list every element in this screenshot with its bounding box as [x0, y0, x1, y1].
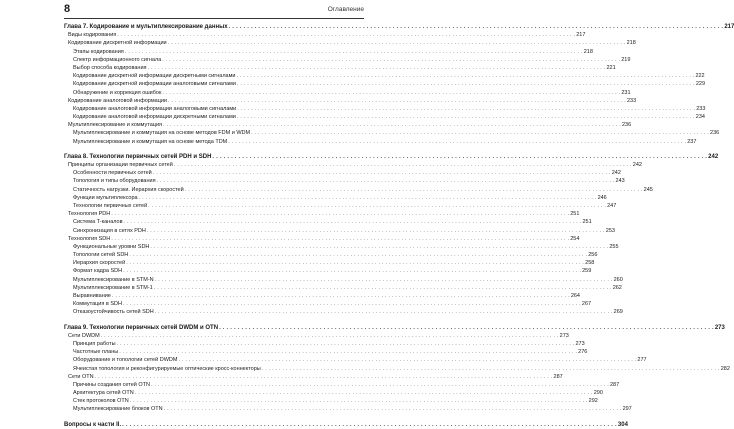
toc-entry-title: Функции мультиплексора — [73, 194, 138, 201]
toc-entry-title: Топология и типы оборудования — [73, 178, 156, 185]
toc-entry-page: 264 — [570, 293, 580, 299]
toc-entry-page: 242 — [632, 162, 642, 168]
toc-dot-leader — [251, 129, 709, 137]
toc-dot-leader — [111, 210, 569, 218]
toc-chapter-entry[interactable] — [64, 421, 628, 429]
toc-entry[interactable] — [64, 373, 563, 381]
toc-dot-leader — [130, 397, 588, 405]
running-title: Оглавление — [327, 6, 364, 13]
toc-entry-page: 222 — [695, 73, 705, 80]
toc-entry-title: Частотные планы — [73, 349, 119, 356]
toc-entry[interactable] — [64, 56, 631, 64]
toc-entry[interactable] — [64, 227, 615, 235]
toc-entry-title: Система T-каналов — [73, 219, 123, 226]
toc-entry-page: 304 — [617, 421, 628, 428]
toc-entry-page: 254 — [570, 235, 580, 242]
toc-entry-page: 253 — [605, 227, 615, 234]
toc-entry-page: 236 — [710, 130, 720, 137]
toc-entry[interactable] — [64, 169, 621, 177]
page-header — [64, 3, 364, 19]
toc-entry[interactable] — [64, 356, 647, 364]
toc-dot-leader — [148, 64, 606, 72]
toc-entry-page: 258 — [585, 260, 595, 267]
toc-entry[interactable] — [64, 389, 603, 397]
toc-entry[interactable] — [64, 284, 622, 292]
toc-entry[interactable] — [64, 267, 592, 275]
toc-entry[interactable] — [64, 177, 625, 185]
toc-dot-leader — [212, 153, 707, 161]
toc-entry-page: 292 — [588, 398, 598, 405]
toc-dot-leader — [168, 97, 626, 105]
toc-dot-leader — [162, 89, 620, 97]
toc-entry-title: Выбор способа кодирования — [73, 64, 147, 71]
toc-dot-leader — [219, 324, 714, 332]
toc-entry-title: Принципы организации первичных сетей — [68, 162, 173, 168]
toc-dot-leader — [163, 121, 621, 129]
toc-dot-leader — [185, 186, 643, 194]
toc-entry[interactable] — [64, 251, 598, 259]
toc-entry-page: 260 — [613, 276, 623, 283]
toc-dot-leader — [129, 251, 587, 259]
toc-entry-title: Мультиплексирование и коммутация на основе методов FDM и WDM — [73, 130, 251, 137]
toc-entry-title: Мультиплексирование и коммутация на основе метода TDM — [73, 138, 228, 145]
toc-entry[interactable] — [64, 332, 569, 340]
toc-entry-page: 273 — [575, 340, 585, 347]
toc-entry-page: 297 — [622, 406, 632, 413]
toc-entry-title: Оборудование и топологии сетей DWDM — [73, 357, 178, 364]
toc-dot-leader — [150, 243, 608, 251]
toc-dot-leader — [237, 80, 695, 88]
toc-entry-title: Стек протоколов OTN — [73, 398, 129, 405]
toc-entry[interactable] — [64, 340, 585, 348]
toc-entry[interactable] — [64, 218, 592, 226]
toc-entry[interactable] — [64, 381, 620, 389]
toc-entry-page: 233 — [626, 97, 637, 104]
toc-entry[interactable] — [64, 121, 632, 129]
toc-entry[interactable] — [64, 48, 593, 56]
toc-entry-page: 231 — [621, 89, 631, 96]
toc-entry[interactable] — [64, 89, 631, 97]
toc-entry[interactable] — [64, 72, 705, 80]
toc-dot-leader — [155, 308, 613, 316]
toc-entry-page: 259 — [582, 268, 592, 275]
toc-entry-page: 287 — [609, 381, 620, 388]
toc-dot-leader — [111, 235, 569, 243]
toc-entry-title: Кодирование аналоговой информации — [68, 97, 167, 104]
toc-entry-page: 273 — [559, 332, 569, 339]
toc-entry[interactable] — [64, 235, 580, 243]
toc-dot-leader — [95, 373, 553, 381]
toc-entry-title: Глава 7. Кодирование и мультиплексирование данных — [64, 24, 228, 30]
toc-entry-title: Функциональные уровни SDH — [73, 243, 150, 250]
toc-entry[interactable] — [64, 308, 623, 316]
toc-entry[interactable] — [64, 113, 705, 121]
toc-entry-page: 218 — [626, 40, 636, 47]
toc-entry-page: 243 — [615, 178, 625, 185]
toc-chapter-entry[interactable] — [64, 324, 725, 332]
toc-entry[interactable] — [64, 186, 653, 194]
toc-entry-title: Сети DWDM — [68, 332, 100, 339]
toc-entry-title: Кодирование аналоговой информации дискретными сигналами — [73, 114, 236, 121]
toc-dot-leader — [237, 113, 695, 121]
toc-entry-page: 218 — [583, 48, 593, 55]
toc-entry-title: Обнаружение и коррекция ошибок — [73, 89, 162, 96]
toc-entry-title: Технология SDH — [68, 235, 111, 242]
toc-entry-title: Кодирование дискретной информации — [68, 40, 167, 47]
toc-dot-leader — [135, 389, 593, 397]
toc-dot-leader — [123, 300, 581, 308]
toc-entry[interactable] — [64, 365, 730, 373]
toc-dot-leader — [122, 421, 617, 429]
toc-entry-page: 276 — [578, 349, 588, 356]
toc-dot-leader — [124, 218, 582, 226]
toc-entry[interactable] — [64, 348, 588, 356]
toc-entry-page: 287 — [553, 373, 563, 380]
toc-entry-page: 242 — [708, 153, 719, 160]
toc-entry[interactable] — [64, 300, 592, 308]
toc-entry[interactable] — [64, 97, 637, 105]
toc-dot-leader — [236, 72, 694, 80]
toc-dot-leader — [125, 48, 583, 56]
toc-entry-page: 251 — [582, 219, 592, 226]
toc-entry-title: Особенности первичных сетей — [73, 170, 152, 177]
toc-entry-title: Сети OTN — [68, 373, 94, 380]
toc-entry-title: Вопросы к части II. — [64, 421, 122, 428]
toc-entry[interactable] — [64, 243, 619, 251]
toc-entry-title: Отказоустойчивость сетей SDH — [73, 309, 154, 316]
toc-dot-leader — [112, 292, 570, 300]
toc-entry-page: 246 — [597, 194, 607, 201]
toc-entry[interactable] — [64, 105, 706, 113]
toc-entry[interactable] — [64, 129, 720, 137]
toc-entry-title: Мультиплексирование в STM-N — [73, 276, 154, 283]
toc-entry-title: Технология PDH — [68, 211, 111, 218]
toc-dot-leader — [153, 169, 611, 177]
toc-entry-page: 255 — [609, 243, 619, 250]
toc-entry-title: Этапы кодирования — [73, 48, 124, 55]
toc-entry-title: Ячеистая топология и реконфигурируемые оптические кросс-коннекторы — [73, 365, 261, 372]
toc-dot-leader — [228, 138, 686, 146]
toc-entry-title: Синхронизация в сетях PDH — [73, 227, 146, 234]
toc-entry-title: Архитектура сетей OTN — [73, 390, 134, 397]
toc-entry-page: 219 — [621, 56, 631, 63]
toc-entry-page: 267 — [581, 301, 592, 308]
toc-entry-page: 273 — [714, 324, 725, 331]
toc-entry[interactable] — [64, 31, 586, 39]
toc-entry-title: Кодирование дискретной информации дискретными сигналами — [73, 73, 236, 80]
toc-dot-leader — [155, 276, 613, 284]
toc-entry[interactable] — [64, 161, 642, 169]
toc-entry-title: Коммутация в SDH — [73, 301, 122, 308]
toc-entry-page: 236 — [621, 122, 632, 129]
toc-dot-leader — [126, 259, 584, 267]
toc-entry-page: 245 — [643, 186, 653, 193]
document-page — [0, 3, 734, 428]
toc-section-gap — [64, 317, 364, 324]
toc-dot-leader — [154, 284, 612, 292]
toc-dot-leader — [123, 267, 581, 275]
page-number: 8 — [64, 3, 71, 15]
toc-dot-leader — [162, 56, 620, 64]
toc-entry[interactable] — [64, 64, 616, 72]
toc-chapter-entry[interactable] — [64, 23, 734, 31]
toc-entry[interactable] — [64, 259, 595, 267]
toc-entry-title: Кодирование дискретной информации аналоговыми сигналами — [73, 81, 236, 88]
toc-entry-title: Формат кадра SDH — [73, 268, 123, 275]
toc-dot-leader — [164, 405, 622, 413]
toc-dot-leader — [117, 340, 575, 348]
toc-entry-page: 247 — [607, 202, 617, 209]
toc-entry-page: 237 — [687, 138, 697, 145]
toc-entry-title: Мультиплексирование в STM-1 — [73, 284, 153, 291]
toc-entry-page: 229 — [695, 81, 706, 88]
toc-entry[interactable] — [64, 80, 706, 88]
toc-entry-title: Виды кодирования — [68, 32, 117, 39]
toc-entry-title: Иерархия скоростей — [73, 260, 126, 267]
toc-entry-page: 234 — [695, 114, 705, 121]
toc-entry-page: 269 — [613, 309, 623, 316]
toc-entry-title: Глава 8. Технологии первичных сетей PDH и SDH — [64, 153, 212, 160]
toc-entry[interactable] — [64, 397, 598, 405]
toc-entry[interactable] — [64, 138, 697, 146]
toc-dot-leader — [174, 161, 632, 169]
toc-entry-title: Кодирование аналоговой информации аналоговыми сигналами — [73, 105, 237, 112]
toc-entry-page: 251 — [570, 211, 580, 218]
table-of-contents — [64, 23, 734, 429]
toc-dot-leader — [262, 365, 720, 373]
toc-dot-leader — [147, 227, 605, 235]
toc-entry-page: 217 — [724, 24, 734, 30]
toc-entry-page: 242 — [611, 170, 621, 177]
toc-entry[interactable] — [64, 292, 580, 300]
toc-chapter-entry[interactable] — [64, 153, 719, 161]
toc-section-gap — [64, 146, 364, 153]
toc-entry-title: Принцип работы — [73, 340, 116, 347]
toc-entry-page: 282 — [720, 365, 730, 372]
toc-entry[interactable] — [64, 405, 632, 413]
toc-dot-leader — [178, 356, 636, 364]
toc-dot-leader — [117, 31, 575, 39]
toc-dot-leader — [229, 23, 724, 31]
toc-dot-leader — [139, 194, 597, 202]
toc-entry[interactable] — [64, 276, 623, 284]
toc-entry[interactable] — [64, 210, 580, 218]
toc-entry-title: Выравнивание — [73, 293, 111, 299]
toc-section-gap — [64, 414, 364, 421]
toc-entry-title: Технологии первичных сетей — [73, 202, 148, 209]
toc-entry-page: 290 — [593, 390, 603, 397]
toc-entry-title: Спектр информационного сигнала — [73, 56, 162, 63]
toc-dot-leader — [148, 202, 606, 210]
toc-entry-page: 277 — [637, 357, 647, 364]
toc-entry-title: Глава 9. Технологии первичных сетей DWDM и OTN — [64, 324, 219, 331]
toc-entry-title: Мультиплексирование блоков OTN — [73, 406, 163, 413]
toc-dot-leader — [237, 105, 695, 113]
toc-dot-leader — [157, 177, 615, 185]
toc-entry[interactable] — [64, 194, 607, 202]
toc-dot-leader — [151, 381, 609, 389]
toc-entry-page: 221 — [606, 64, 616, 71]
toc-dot-leader — [168, 39, 626, 47]
toc-entry-title: Причины создания сетей OTN — [73, 381, 150, 388]
toc-entry[interactable] — [64, 39, 636, 47]
toc-entry-title: Мультиплексирование и коммутация — [68, 122, 162, 129]
toc-entry-page: 217 — [576, 32, 586, 39]
toc-dot-leader — [101, 332, 559, 340]
toc-dot-leader — [119, 348, 577, 356]
toc-entry-title: Топологии сетей SDH — [73, 252, 129, 259]
toc-entry-page: 262 — [612, 284, 622, 291]
toc-entry-page: 256 — [588, 252, 598, 259]
toc-entry-title: Статичность нагрузки. Иерархия скоростей — [73, 186, 184, 193]
toc-entry-page: 233 — [696, 105, 706, 112]
toc-entry[interactable] — [64, 202, 617, 210]
